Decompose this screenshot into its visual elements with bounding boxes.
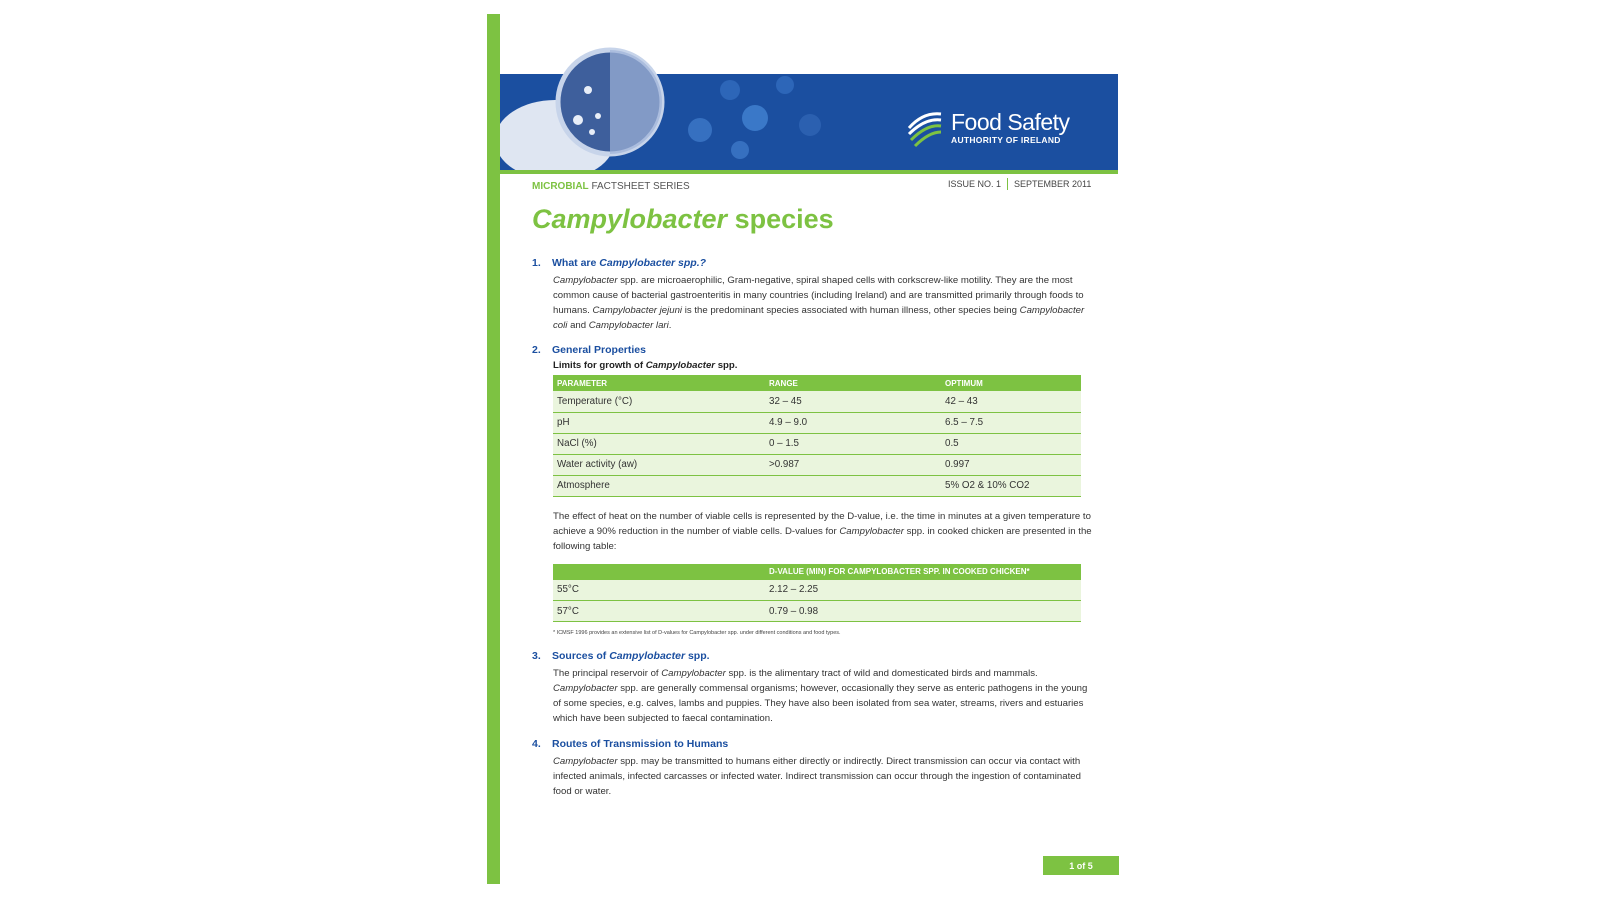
heading-italic: Campylobacter spp.?: [599, 257, 707, 269]
col-header: D-VALUE (MIN) FOR CAMPYLOBACTER SPP. IN COOKED CHICKEN*: [765, 564, 1081, 580]
section-3-body: The principal reservoir of Campylobacter spp. is the alimentary tract of wild and domesticated birds and mammals. Campylobacter spp. are generally commensal organisms; however, occasionally they serve as enteric pathogens in the young of some species, e.g. calves, lambs and puppies. They have also been isolated from sea water, streams, rivers and estuaries which have been subjected to faecal contamination.: [553, 668, 1088, 724]
section-number: 1.: [532, 257, 541, 269]
heading-text: What are: [552, 257, 600, 269]
title-rest: species: [727, 204, 834, 234]
caption-italic: Campylobacter: [645, 360, 716, 371]
issue-number: ISSUE NO. 1: [948, 179, 1002, 189]
table-row: [553, 580, 1081, 601]
table-cell: 4.9 – 9.0: [765, 412, 941, 433]
table-cell: NaCl (%): [553, 433, 765, 454]
section-3: [532, 650, 1092, 726]
table-cell: 0.997: [941, 454, 1081, 475]
table-cell: Atmosphere: [553, 475, 765, 496]
table-cell: >0.987: [765, 454, 941, 475]
title-italic: Campylobacter: [532, 204, 728, 234]
header-green-rule: [500, 170, 1118, 174]
table-row: [553, 454, 1081, 475]
table-cell: Temperature (°C): [553, 391, 765, 412]
table-row: [553, 433, 1081, 454]
table-cell: 5% O2 & 10% CO2: [941, 475, 1081, 496]
section-1-heading: [532, 257, 1092, 269]
table-cell: 0.79 – 0.98: [765, 601, 1081, 622]
table-cell: 0 – 1.5: [765, 433, 941, 454]
caption-text: spp.: [715, 360, 738, 371]
col-header: OPTIMUM: [941, 375, 1081, 391]
table-cell: 6.5 – 7.5: [941, 412, 1081, 433]
section-3-heading: [532, 650, 1092, 662]
issue-info: [948, 178, 1091, 190]
fsai-logo-icon: [905, 106, 945, 150]
growth-limits-table: [553, 375, 1081, 497]
section-1: [532, 257, 1092, 333]
table-cell: [765, 475, 941, 496]
petri-dish-image: [500, 30, 900, 173]
heading-text: spp.: [685, 650, 710, 662]
table-footnote: * ICMSF 1996 provides an extensive list of D-values for Campylobacter spp. under different conditions and food types.: [553, 630, 841, 636]
table1-caption: [553, 360, 1092, 371]
section-2-heading: [532, 344, 1092, 356]
table-row: [553, 412, 1081, 433]
table-row: [553, 475, 1081, 496]
section-1-body: Campylobacter spp. are microaerophilic, Gram-negative, spiral shaped cells with corkscrew-like motility. They are the most common cause of bacterial gastroenteritis in many countries (including Ireland) and are transmitted primarily through foods to humans. Campylobacter jejuni is the predominant species associated with human illness, other species being Campylobacter coli and Campylobacter lari.: [553, 275, 1085, 331]
caption-text: Limits for growth of: [553, 360, 646, 371]
table-cell: 57°C: [553, 601, 765, 622]
table-cell: 0.5: [941, 433, 1081, 454]
col-header: PARAMETER: [553, 375, 765, 391]
left-accent-stripe: [487, 14, 500, 884]
section-number: 4.: [532, 738, 541, 750]
table-cell: 2.12 – 2.25: [765, 580, 1081, 601]
table-cell: 55°C: [553, 580, 765, 601]
logo-sub-text: AUTHORITY OF IRELAND: [951, 135, 1061, 146]
table-row: [553, 391, 1081, 412]
d-value-paragraph: The effect of heat on the number of viable cells is represented by the D-value, i.e. the time in minutes at a given temperature to achieve a 90% reduction in the number of viable cells. D-values for Campylobacter spp. in cooked chicken are presented in the following table:: [553, 510, 1092, 552]
section-4-body: Campylobacter spp. may be transmitted to humans either directly or indirectly. Direct transmission can occur via contact with infected animals, infected carcasses or infected water. Indirect transmission can occur through the ingestion of contaminated food or water.: [553, 756, 1081, 797]
section-number: 3.: [532, 650, 541, 662]
table-cell: pH: [553, 412, 765, 433]
heading-text: General Properties: [552, 344, 646, 356]
section-4: [532, 738, 1092, 799]
d-value-table: [553, 564, 1081, 623]
series-accent: MICROBIAL: [532, 181, 589, 192]
series-rest: FACTSHEET SERIES: [588, 181, 690, 192]
section-4-heading: [532, 738, 1092, 750]
table-cell: 42 – 43: [941, 391, 1081, 412]
logo-main-text: Food Safety: [951, 109, 1070, 136]
table-cell: Water activity (aw): [553, 454, 765, 475]
section-2: [532, 344, 1092, 636]
fsai-logo: [905, 104, 1085, 152]
table-cell: 32 – 45: [765, 391, 941, 412]
col-header: [553, 564, 765, 580]
page-number: 1 of 5: [1043, 856, 1119, 875]
table-row: [553, 601, 1081, 622]
col-header: RANGE: [765, 375, 941, 391]
series-label: [532, 181, 690, 192]
heading-italic: Campylobacter: [609, 650, 686, 662]
issue-date: SEPTEMBER 2011: [1014, 179, 1092, 189]
heading-text: Routes of Transmission to Humans: [552, 738, 729, 750]
section-number: 2.: [532, 344, 541, 356]
page-title: [532, 204, 834, 235]
issue-separator: [1007, 178, 1008, 190]
heading-text: Sources of: [552, 650, 610, 662]
